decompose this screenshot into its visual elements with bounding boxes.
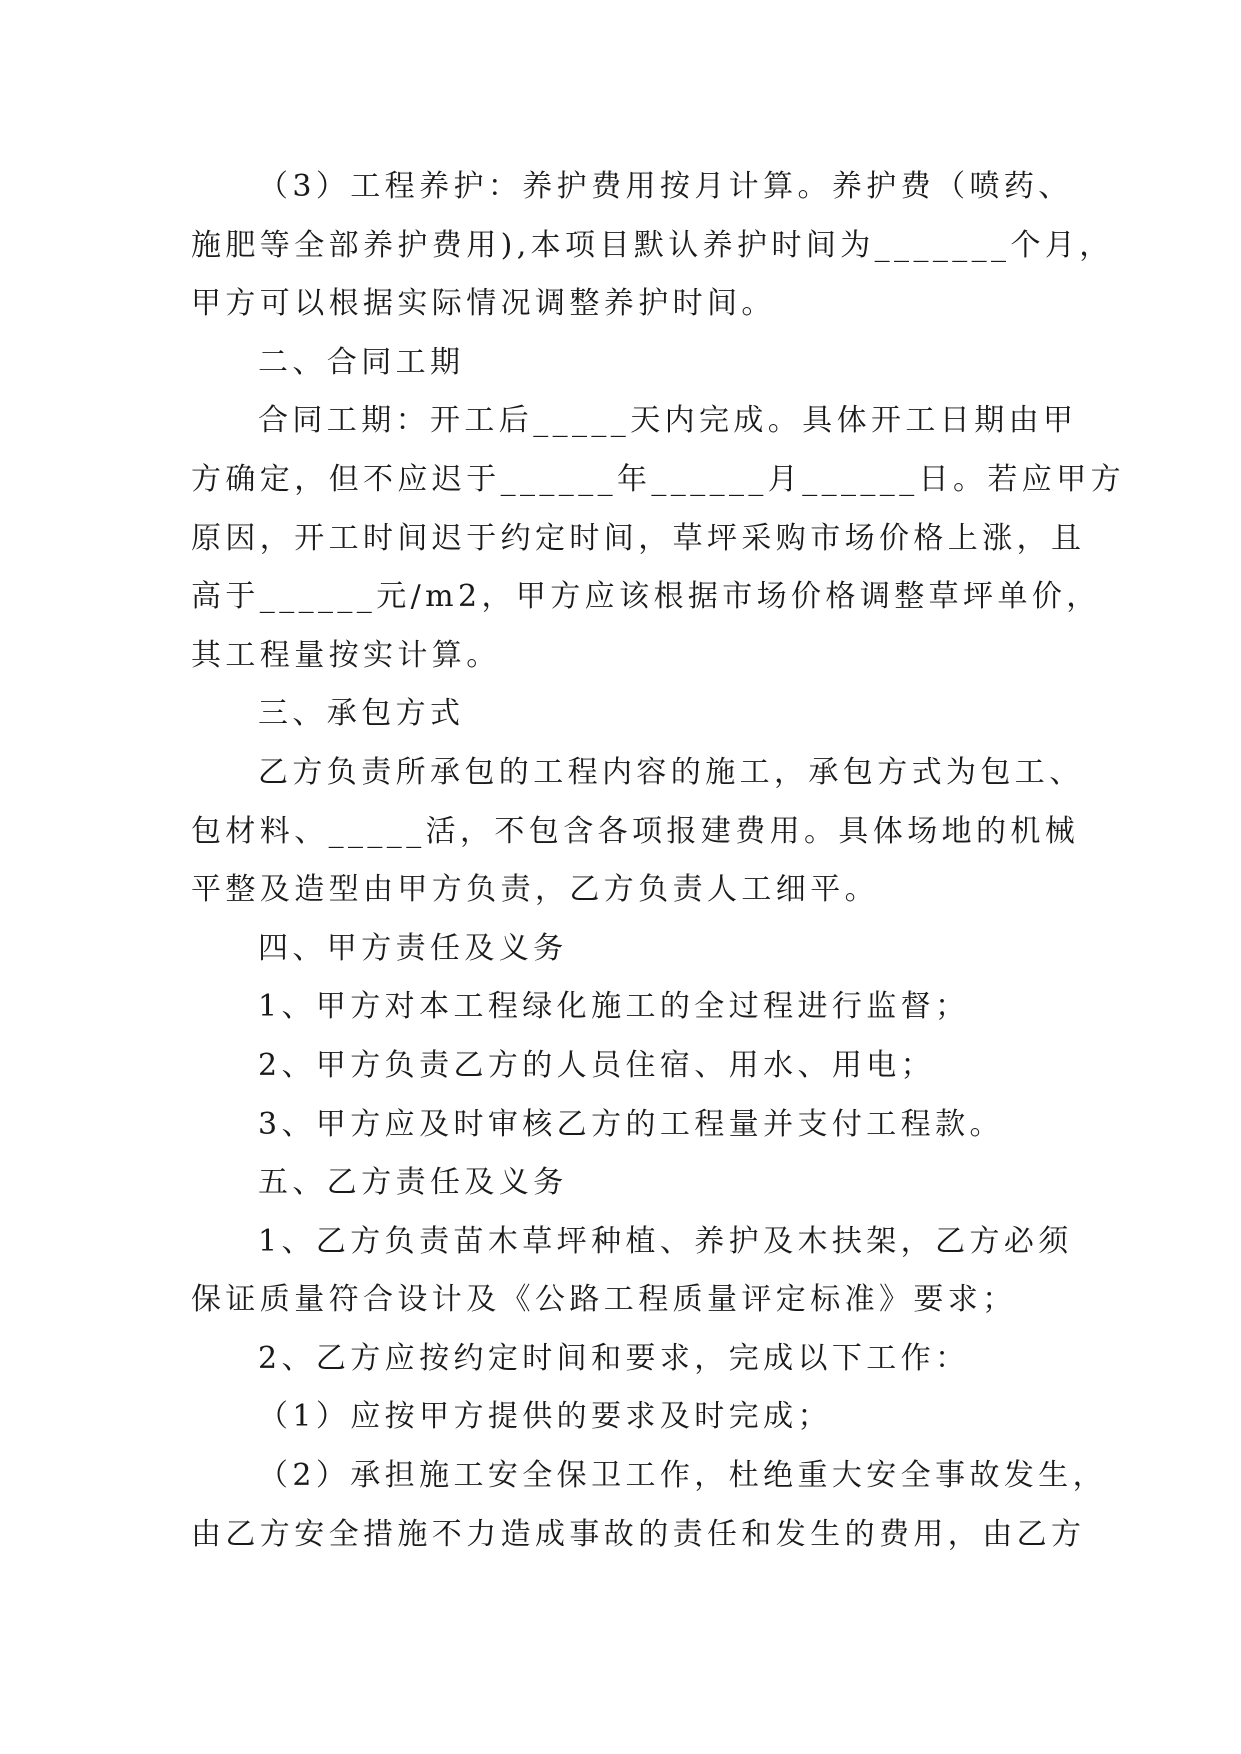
- list-item: 2、乙方应按约定时间和要求，完成以下工作：: [258, 1340, 970, 1376]
- paragraph-line: 包材料、_____活，不包含各项报建费用。具体场地的机械: [191, 813, 1080, 849]
- list-item: （1）应按甲方提供的要求及时完成；: [258, 1399, 832, 1435]
- section-heading: 五、乙方责任及义务: [258, 1165, 568, 1201]
- section-heading: 三、承包方式: [258, 696, 465, 732]
- section-heading: 四、甲方责任及义务: [258, 930, 568, 966]
- paragraph-line: 方确定，但不应迟于______年______月______日。若应甲方: [191, 461, 1125, 497]
- paragraph-line: 高于______元/m2，甲方应该根据市场价格调整草坪单价，: [191, 579, 1101, 615]
- paragraph-line: 合同工期：开工后_____天内完成。具体开工日期由甲: [258, 403, 1078, 439]
- list-item: 3、甲方应及时审核乙方的工程量并支付工程款。: [258, 1106, 1004, 1142]
- paragraph-line: 乙方负责所承包的工程内容的施工，承包方式为包工、: [258, 754, 1084, 790]
- list-item: 2、甲方负责乙方的人员住宿、用水、用电；: [258, 1047, 936, 1083]
- paragraph-line: （3）工程养护：养护费用按月计算。养护费（喷药、: [258, 169, 1073, 204]
- paragraph-line: 由乙方安全措施不力造成事故的责任和发生的费用，由乙方: [191, 1516, 1086, 1552]
- paragraph-line: 原因，开工时间迟于约定时间，草坪采购市场价格上涨，且: [191, 520, 1086, 556]
- paragraph-line: 施肥等全部养护费用),本项目默认养护时间为_______个月，: [191, 227, 1114, 263]
- paragraph-line: 平整及造型由甲方负责，乙方负责人工细平。: [191, 872, 879, 908]
- list-item: 1、甲方对本工程绿化施工的全过程进行监督；: [258, 989, 970, 1025]
- list-item: （2）承担施工安全保卫工作，杜绝重大安全事故发生，: [258, 1458, 1108, 1494]
- paragraph-line: 甲方可以根据实际情况调整养护时间。: [191, 286, 776, 322]
- paragraph-line: 其工程量按实计算。: [191, 637, 501, 673]
- document-body: [191, 158, 1125, 1564]
- paragraph-line: 保证质量符合设计及《公路工程质量评定标准》要求；: [191, 1282, 1017, 1318]
- list-item: 1、乙方负责苗木草坪种植、养护及木扶架，乙方必须: [258, 1223, 1073, 1259]
- section-heading: 二、合同工期: [258, 344, 465, 380]
